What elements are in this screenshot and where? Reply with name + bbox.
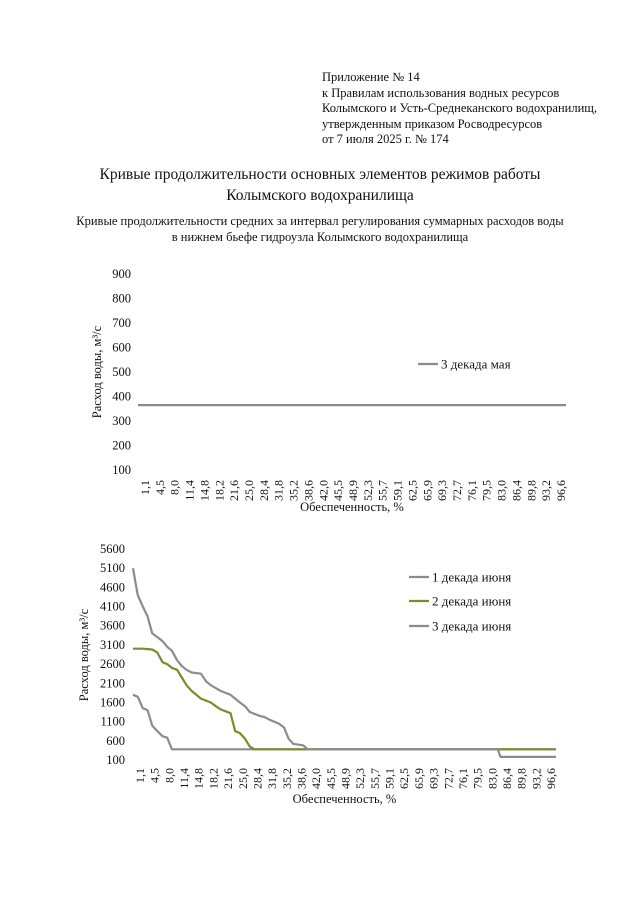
appendix-line: от 7 июля 2025 г. № 174: [322, 132, 449, 147]
legend-label: 2 декада июня: [432, 593, 512, 609]
x-tick-label: 1,1: [138, 480, 152, 495]
x-tick-label: 65,9: [411, 768, 426, 789]
x-tick-label: 76,1: [464, 480, 479, 501]
appendix-line: к Правилам использования водных ресурсов: [322, 85, 560, 100]
y-tick-label: 2600: [100, 657, 125, 672]
x-tick-label: 31,8: [271, 480, 286, 501]
x-tick-label: 8,0: [167, 480, 182, 495]
x-tick-label: 89,8: [514, 768, 529, 789]
y-tick-label: 5600: [100, 542, 125, 556]
y-tick-label: 100: [112, 463, 131, 477]
y-tick-label: 200: [112, 438, 131, 453]
x-tick-label: 55,7: [367, 768, 382, 789]
y-tick-label: 400: [112, 389, 131, 404]
x-tick-label: 25,0: [242, 480, 256, 501]
y-tick-label: 2100: [100, 676, 125, 691]
x-tick-label: 62,5: [405, 480, 420, 501]
page-title-line: Кривые продолжительности основных элементов режимов работы: [99, 166, 541, 183]
legend-label: 3 декада июня: [432, 618, 512, 634]
chart-section-title-line: в нижнем бьефе гидроузла Колымского водохранилища: [171, 230, 469, 244]
x-tick-label: 18,2: [206, 768, 221, 789]
page-title-line: Колымского водохранилища: [226, 187, 414, 204]
y-tick-label: 3600: [100, 618, 125, 633]
appendix-line: Приложение № 14: [322, 70, 420, 84]
y-tick-label: 300: [112, 414, 131, 428]
y-axis-label: Расход воды, м³/с: [90, 325, 104, 419]
x-tick-label: 21,6: [221, 768, 236, 789]
x-tick-label: 65,9: [420, 480, 435, 501]
y-tick-label: 4600: [100, 580, 125, 595]
x-tick-label: 14,8: [197, 480, 212, 501]
x-axis-label: Обеспеченность, %: [300, 500, 404, 514]
x-tick-label: 89,8: [524, 480, 539, 501]
x-tick-label: 25,0: [235, 768, 250, 789]
x-tick-label: 42,0: [316, 480, 331, 501]
y-tick-label: 1600: [100, 695, 125, 710]
x-tick-label: 42,0: [309, 768, 324, 789]
x-tick-label: 21,6: [227, 480, 242, 501]
x-tick-label: 45,5: [323, 768, 338, 789]
y-tick-label: 600: [112, 340, 131, 355]
x-tick-label: 18,2: [212, 480, 227, 501]
x-tick-label: 86,4: [499, 768, 514, 789]
y-tick-label: 3100: [100, 637, 125, 652]
x-tick-label: 48,9: [346, 480, 360, 501]
x-tick-label: 96,6: [554, 480, 568, 501]
series-line: [133, 649, 556, 750]
chart-section-title-line: Кривые продолжительности средних за интервал регулирования суммарных расходов воды: [76, 214, 564, 228]
x-tick-label: 52,3: [360, 480, 375, 501]
x-tick-label: 72,7: [441, 768, 456, 789]
x-tick-label: 11,4: [177, 768, 192, 789]
appendix-line: Колымского и Усть-Среднеканского водохранилищ,: [322, 101, 598, 116]
x-tick-label: 59,1: [390, 480, 405, 501]
x-tick-label: 31,8: [265, 768, 280, 789]
x-tick-label: 83,0: [485, 768, 500, 789]
y-tick-label: 100: [106, 753, 125, 767]
x-tick-label: 8,0: [162, 768, 177, 783]
x-tick-label: 79,5: [479, 480, 494, 501]
y-tick-label: 700: [112, 316, 131, 330]
y-tick-label: 600: [106, 733, 125, 748]
x-tick-label: 28,4: [250, 768, 265, 789]
x-axis-label: Обеспеченность, %: [292, 792, 397, 806]
x-tick-label: 45,5: [331, 480, 346, 501]
x-tick-label: 96,6: [544, 768, 558, 789]
x-tick-label: 69,3: [435, 480, 450, 501]
legend-label: 3 декада мая: [441, 356, 511, 372]
y-tick-label: 1100: [100, 714, 125, 729]
x-tick-label: 93,2: [539, 480, 554, 501]
x-tick-label: 4,5: [152, 480, 167, 495]
x-tick-label: 93,2: [529, 768, 544, 789]
x-tick-label: 11,4: [182, 480, 197, 501]
y-tick-label: 4100: [100, 599, 125, 614]
x-tick-label: 1,1: [133, 768, 147, 783]
y-tick-label: 500: [112, 365, 131, 379]
y-tick-label: 800: [112, 291, 131, 306]
appendix-line: утвержденным приказом Росводресурсов: [322, 116, 543, 131]
x-tick-label: 69,3: [426, 768, 441, 789]
series-line: [133, 695, 556, 750]
x-tick-label: 55,7: [375, 480, 390, 501]
x-tick-label: 38,6: [301, 480, 316, 501]
x-tick-label: 38,6: [294, 768, 309, 789]
x-tick-label: 35,2: [286, 480, 301, 501]
x-tick-label: 52,3: [353, 768, 368, 789]
x-tick-label: 76,1: [455, 768, 470, 789]
x-tick-label: 83,0: [494, 479, 509, 501]
legend-label: 1 декада июня: [432, 569, 512, 585]
y-tick-label: 900: [112, 267, 131, 281]
x-tick-label: 35,2: [279, 768, 294, 789]
x-tick-label: 48,9: [338, 768, 353, 789]
x-tick-label: 79,5: [470, 768, 485, 789]
y-tick-label: 5100: [100, 561, 125, 576]
y-axis-label: Расход воды, м³/с: [77, 608, 91, 702]
x-tick-label: 62,5: [397, 768, 412, 789]
x-tick-label: 28,4: [256, 480, 271, 501]
x-tick-label: 72,7: [450, 480, 464, 501]
x-tick-label: 86,4: [509, 480, 524, 501]
x-tick-label: 4,5: [147, 768, 162, 783]
x-tick-label: 59,1: [382, 768, 397, 789]
x-tick-label: 14,8: [191, 768, 206, 789]
